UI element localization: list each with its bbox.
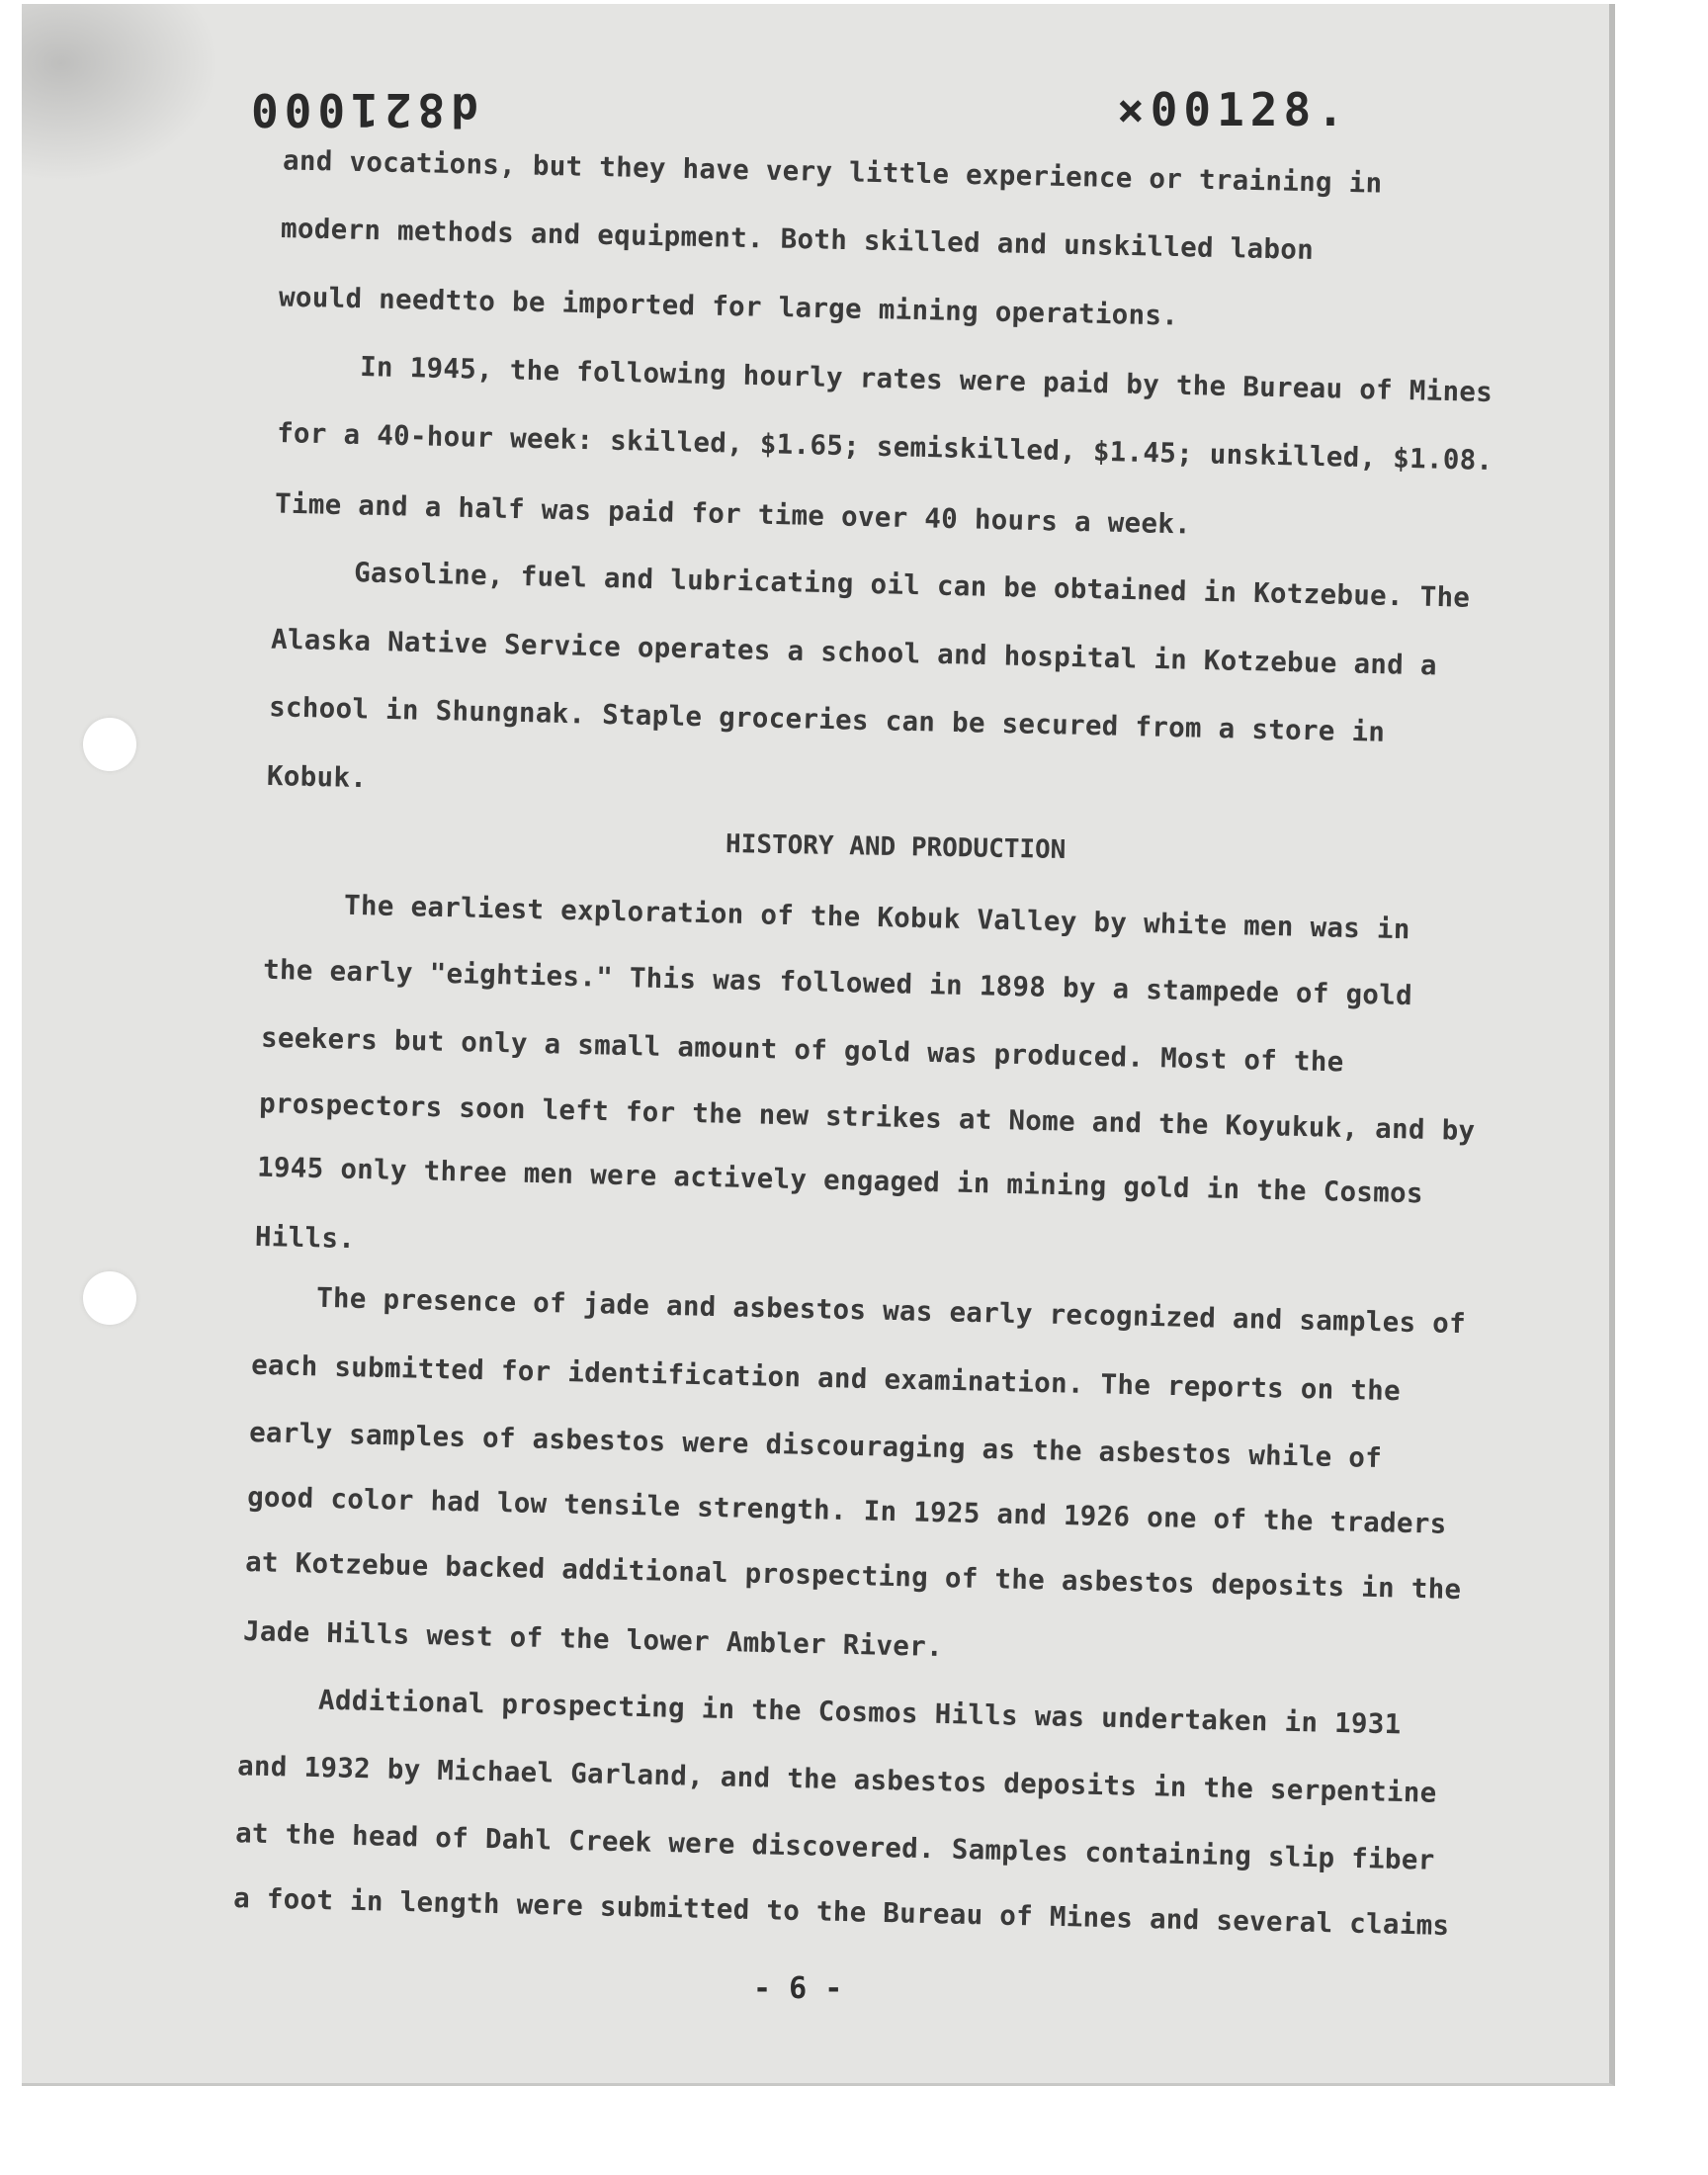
text-line: prospectors soon left for the new strikes at Nome and the Koyukuk, and by (258, 1088, 1476, 1147)
text-line: at Kotzebue backed additional prospecting of the asbestos deposits in the (244, 1546, 1462, 1606)
text-line: good color had low tensile strength. In 1925 and 1926 one of the traders (246, 1481, 1447, 1540)
text-line: at the head of Dahl Creek were discovered. Samples containing slip fiber (234, 1817, 1435, 1876)
page-number: - 6 - (753, 1971, 843, 2006)
text-line: each submitted for identification and examination. The reports on the (250, 1348, 1402, 1408)
text-line: and 1932 by Michael Garland, and the asbestos deposits in the serpentine (236, 1750, 1437, 1809)
text-line: 1945 only three men were actively engaged in mining gold in the Cosmos (256, 1151, 1424, 1210)
text-line: In 1945, the following hourly rates were paid by the Bureau of Mines (359, 351, 1494, 408)
text-line: Alaska Native Service operates a school and hospital in Kotzebue and a (270, 623, 1438, 682)
text-line: Jade Hills west of the lower Ambler River. (242, 1614, 944, 1664)
text-line: Kobuk. (266, 759, 368, 795)
text-line: modern methods and equipment. Both skilled and unskilled labon (280, 213, 1315, 266)
text-line: Additional prospecting in the Cosmos Hills was undertaken in 1931 (317, 1684, 1402, 1741)
text-line: the early "eighties." This was followed in 1898 by a stampede of gold (262, 953, 1413, 1012)
text-line: would needtto be imported for large mining operations. (278, 281, 1179, 332)
text-line: early samples of asbestos were discouraging as the asbestos while of (248, 1417, 1383, 1474)
text-line: and vocations, but they have very little experience or training in (282, 144, 1383, 200)
text-line: seekers but only a small amount of gold was produced. Most of the (260, 1021, 1344, 1079)
section-heading: HISTORY AND PRODUCTION (725, 828, 1067, 866)
text-line: Time and a half was paid for time over 40 hours a week. (274, 487, 1192, 541)
scan-shadow (22, 4, 219, 182)
text-line: Gasoline, fuel and lubricating oil can be obtained in Kotzebue. The (353, 557, 1471, 614)
page-stamp: ×00128. (1117, 83, 1350, 136)
text-line: The earliest exploration of the Kobuk Valley by white men was in (343, 889, 1411, 946)
text-line: for a 40-hour week: skilled, $1.65; semiskilled, $1.45; unskilled, $1.08. (276, 417, 1494, 477)
punch-hole (83, 718, 136, 771)
page-stamp-inverted: d821000 (245, 83, 478, 136)
text-line: school in Shungnak. Staple groceries can be secured from a store in (268, 691, 1386, 748)
text-line: The presence of jade and asbestos was early recognized and samples of (315, 1281, 1467, 1341)
punch-hole (83, 1271, 136, 1325)
text-line: a foot in length were submitted to the Bureau of Mines and several claims (232, 1882, 1450, 1942)
text-line: Hills. (254, 1220, 356, 1256)
